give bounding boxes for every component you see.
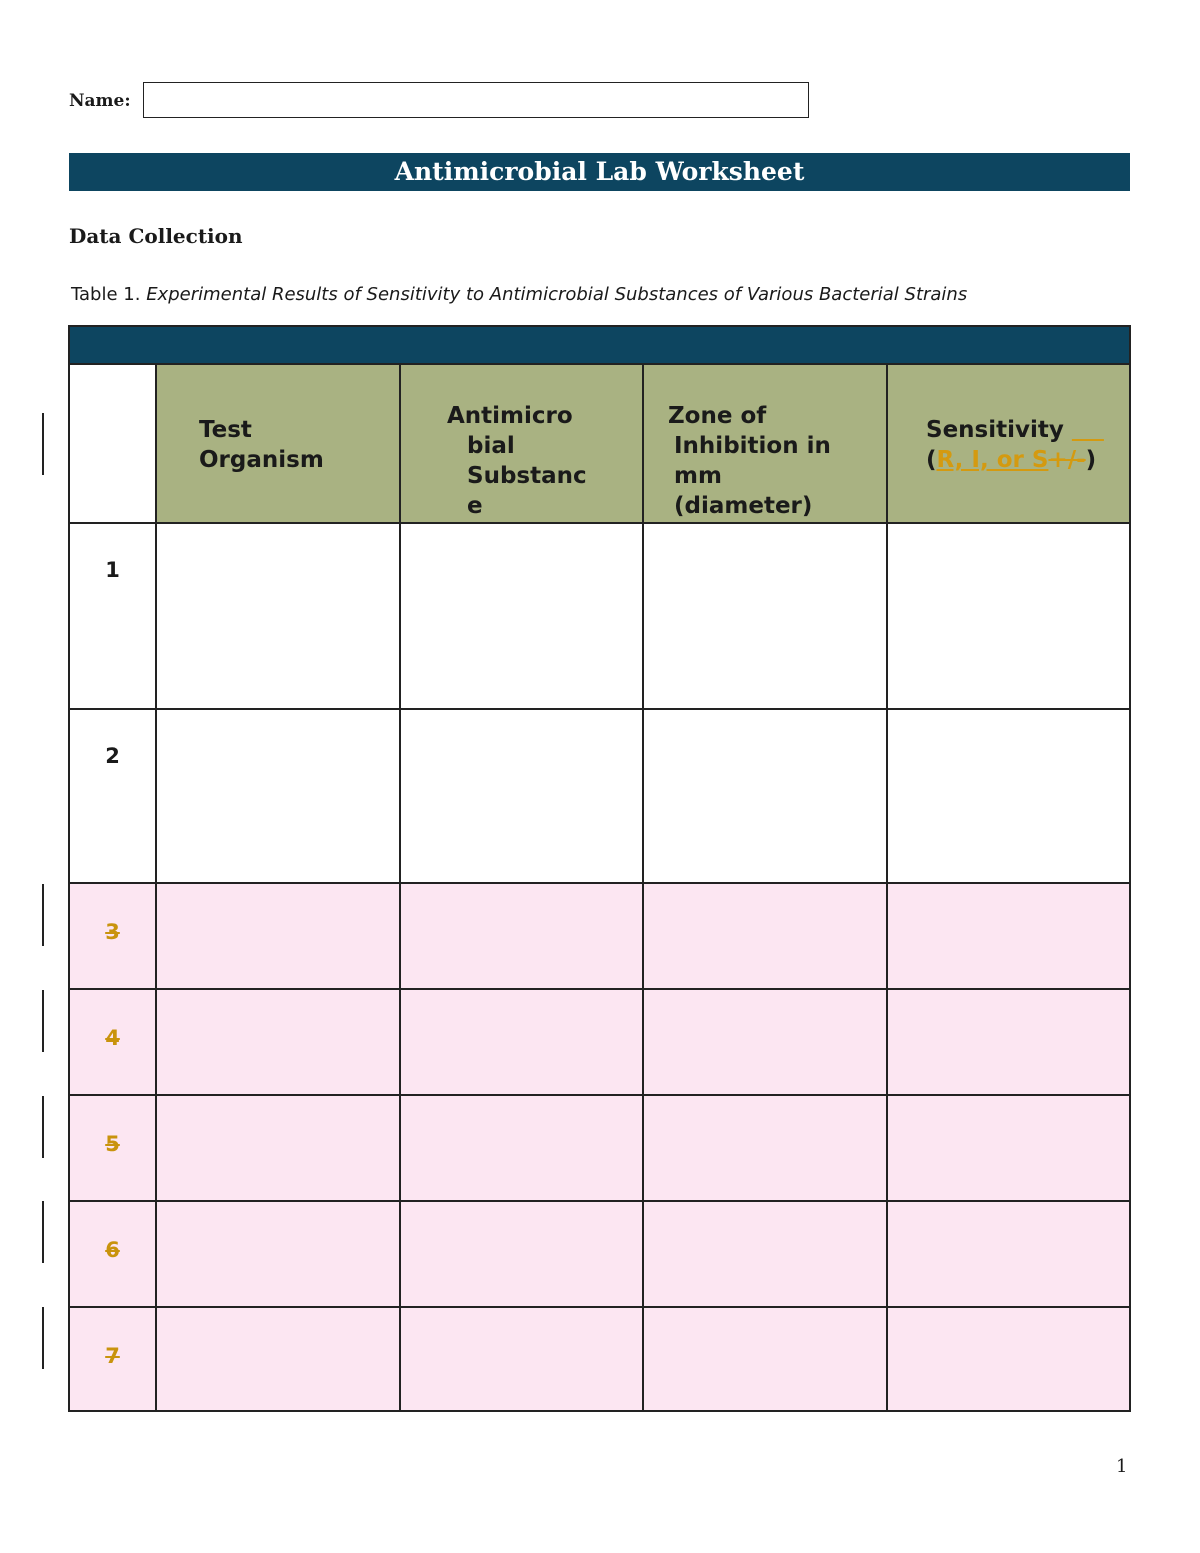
change-bar [42, 1307, 44, 1369]
cell-antimicrobial-substance[interactable] [401, 1096, 644, 1202]
change-bar [42, 990, 44, 1052]
worksheet-title: Antimicrobial Lab Worksheet [69, 153, 1130, 191]
cell-test-organism[interactable] [157, 524, 401, 710]
page-number: 1 [1116, 1456, 1128, 1477]
cell-zone-of-inhibition[interactable] [644, 710, 888, 884]
cell-sensitivity[interactable] [888, 990, 1129, 1096]
row-number: 1 [70, 524, 157, 710]
cell-antimicrobial-substance[interactable] [401, 990, 644, 1096]
change-bar [42, 1201, 44, 1263]
header-zone-line: Inhibition in [674, 433, 831, 459]
cell-sensitivity[interactable] [888, 710, 1129, 884]
cell-test-organism[interactable] [157, 884, 401, 990]
cell-zone-of-inhibition[interactable] [644, 990, 888, 1096]
name-input[interactable] [143, 82, 809, 118]
cell-test-organism[interactable] [157, 1202, 401, 1308]
row-number: 5 [70, 1096, 157, 1202]
cell-sensitivity[interactable] [888, 884, 1129, 990]
header-zone-line: Zone of [668, 403, 767, 429]
header-test-organism-line: Test [199, 417, 252, 443]
cell-antimicrobial-substance[interactable] [401, 710, 644, 884]
name-label: Name: [69, 91, 131, 111]
row-number: 6 [70, 1202, 157, 1308]
cell-sensitivity[interactable] [888, 1202, 1129, 1308]
header-blank-cell [70, 365, 157, 524]
sensitivity-close-paren: ) [1085, 447, 1097, 473]
header-antimicrobial-line: Antimicro [447, 403, 573, 429]
header-test-organism [157, 365, 401, 524]
cell-zone-of-inhibition[interactable] [644, 884, 888, 990]
row-number: 7 [70, 1308, 157, 1410]
row-number: 4 [70, 990, 157, 1096]
caption-text: Experimental Results of Sensitivity to Antimicrobial Substances of Various Bacterial Strains [146, 284, 968, 305]
section-heading: Data Collection [69, 224, 243, 248]
cell-antimicrobial-substance[interactable] [401, 884, 644, 990]
change-bar [42, 1096, 44, 1158]
cell-test-organism[interactable] [157, 990, 401, 1096]
change-bar [42, 884, 44, 946]
header-antimicrobial-line: Substanc [467, 463, 587, 489]
cell-antimicrobial-substance[interactable] [401, 1202, 644, 1308]
name-row [69, 82, 143, 120]
cell-sensitivity[interactable] [888, 1096, 1129, 1202]
header-sensitivity-label: Sensitivity [926, 417, 1064, 443]
header-zone-line: (diameter) [674, 493, 813, 519]
cell-antimicrobial-substance[interactable] [401, 524, 644, 710]
cell-test-organism[interactable] [157, 1096, 401, 1202]
row-number: 3 [70, 884, 157, 990]
cell-test-organism[interactable] [157, 1308, 401, 1410]
sensitivity-open-paren: ( [926, 447, 937, 473]
header-sensitivity [888, 365, 1129, 524]
header-antimicrobial-line: bial [467, 433, 515, 459]
cell-antimicrobial-substance[interactable] [401, 1308, 644, 1410]
cell-zone-of-inhibition[interactable] [644, 1096, 888, 1202]
header-antimicrobial-line: e [467, 493, 483, 519]
header-antimicrobial-substance [401, 365, 644, 524]
change-bar [42, 413, 44, 475]
results-table [68, 325, 1131, 1412]
cell-zone-of-inhibition[interactable] [644, 524, 888, 710]
table-caption [71, 284, 967, 305]
cell-zone-of-inhibition[interactable] [644, 1202, 888, 1308]
sensitivity-inserted-text: R, I, or S [936, 447, 1049, 473]
sensitivity-deleted-text: +/- [1048, 447, 1086, 473]
header-zone-line: mm [674, 463, 722, 489]
cell-test-organism[interactable] [157, 710, 401, 884]
row-number: 2 [70, 710, 157, 884]
cell-sensitivity[interactable] [888, 524, 1129, 710]
cell-zone-of-inhibition[interactable] [644, 1308, 888, 1410]
header-test-organism-line: Organism [199, 447, 324, 473]
sensitivity-blank-insert [1072, 417, 1104, 443]
header-zone-of-inhibition [644, 365, 888, 524]
caption-label: Table 1 [71, 284, 135, 305]
caption-separator: . [134, 284, 147, 305]
table-header-band [70, 327, 1129, 365]
cell-sensitivity[interactable] [888, 1308, 1129, 1410]
